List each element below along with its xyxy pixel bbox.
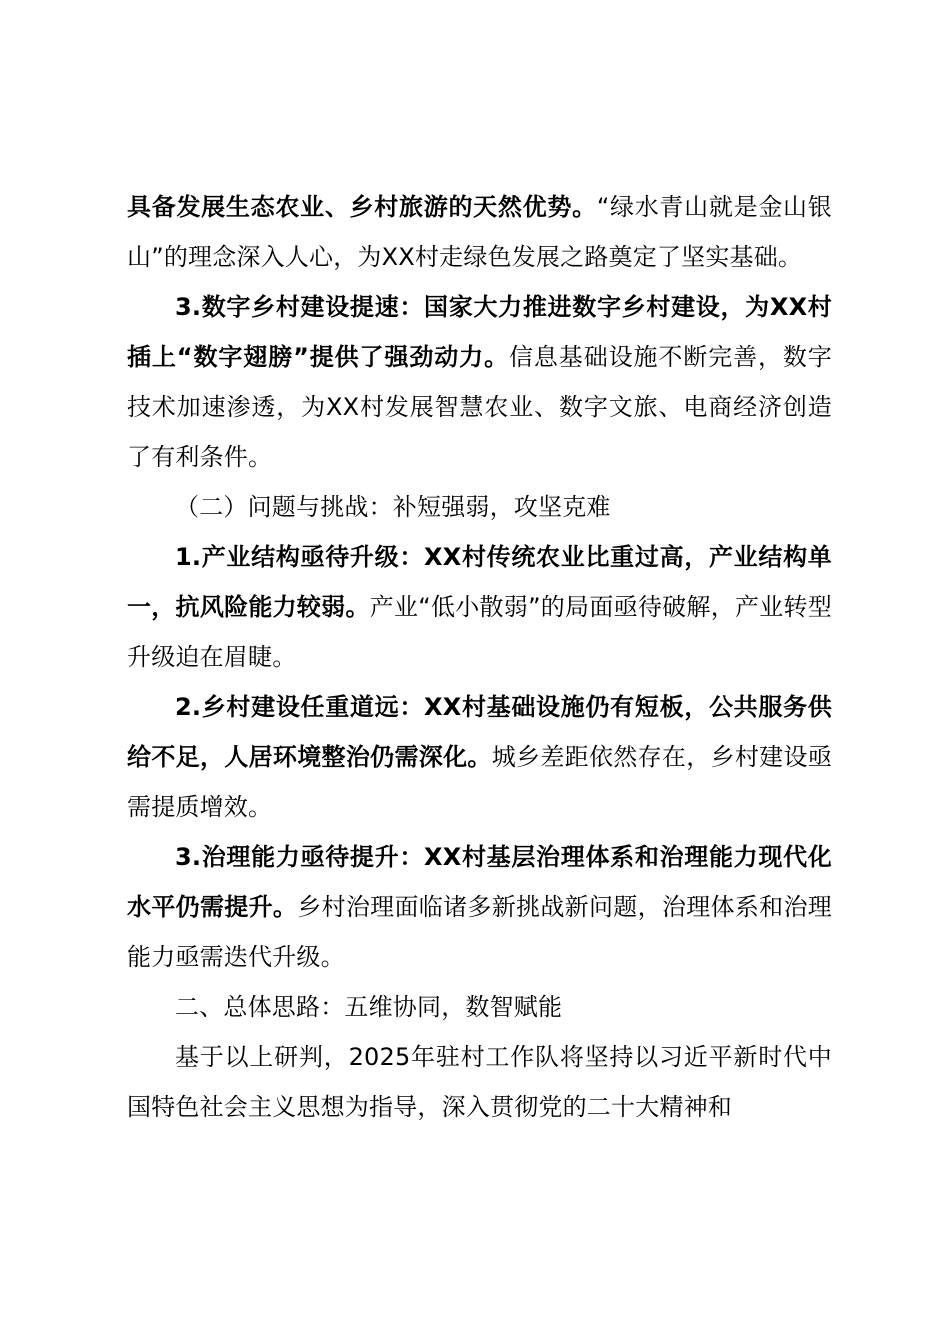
- paragraph-1: [127, 182, 832, 282]
- paragraph-3: [127, 532, 832, 682]
- paragraph-2-bold-text: 3.数字乡村建设提速：国家大力推进数字乡村建设，为XX村插上“数字翅膀”提供了强劲动力。: [127, 293, 832, 371]
- paragraph-1-bold-text: 具备发展生态农业、乡村旅游的天然优势。: [127, 193, 597, 221]
- paragraph-6: [127, 1032, 832, 1132]
- paragraph-3-text: 产业“低小散弱”的局面亟待破解，产业转型升级迫在眉睫。: [127, 593, 832, 671]
- paragraph-6-text: 基于以上研判，2025年驻村工作队将坚持以习近平新时代中国特色社会主义思想为指导，深入贯彻党的二十大精神和: [127, 1043, 832, 1121]
- paragraph-4-bold-text: 2.乡村建设任重道远：XX村基础设施仍有短板，公共服务供给不足，人居环境整治仍需深化。: [127, 693, 832, 771]
- section-heading-problems: [127, 482, 832, 532]
- paragraph-4: [127, 682, 832, 832]
- document-body: [127, 182, 832, 1132]
- paragraph-5: [127, 832, 832, 982]
- section-heading-overall-approach-text: 二、总体思路：五维协同，数智赋能: [175, 993, 563, 1021]
- paragraph-2-text: 信息基础设施不断完善，数字技术加速渗透，为XX村发展智慧农业、数字文旅、电商经济创造了有利条件。: [127, 343, 833, 471]
- paragraph-4-text: 城乡差距依然存在，乡村建设亟需提质增效。: [127, 743, 832, 821]
- paragraph-3-bold-text: 1.产业结构亟待升级：XX村传统农业比重过高，产业结构单一，抗风险能力较弱。: [127, 543, 832, 621]
- section-heading-overall-approach: [127, 982, 832, 1032]
- paragraph-1-text: “绿水青山就是金山银山”的理念深入人心，为XX村走绿色发展之路奠定了坚实基础。: [127, 193, 832, 271]
- paragraph-5-bold-text: 3.治理能力亟待提升：XX村基层治理体系和治理能力现代化水平仍需提升。: [127, 843, 832, 921]
- paragraph-5-text: 乡村治理面临诸多新挑战新问题，治理体系和治理能力亟需迭代升级。: [127, 893, 832, 971]
- section-heading-problems-text: （二）问题与挑战：补短强弱，攻坚克难: [175, 493, 611, 521]
- paragraph-2: [127, 282, 832, 482]
